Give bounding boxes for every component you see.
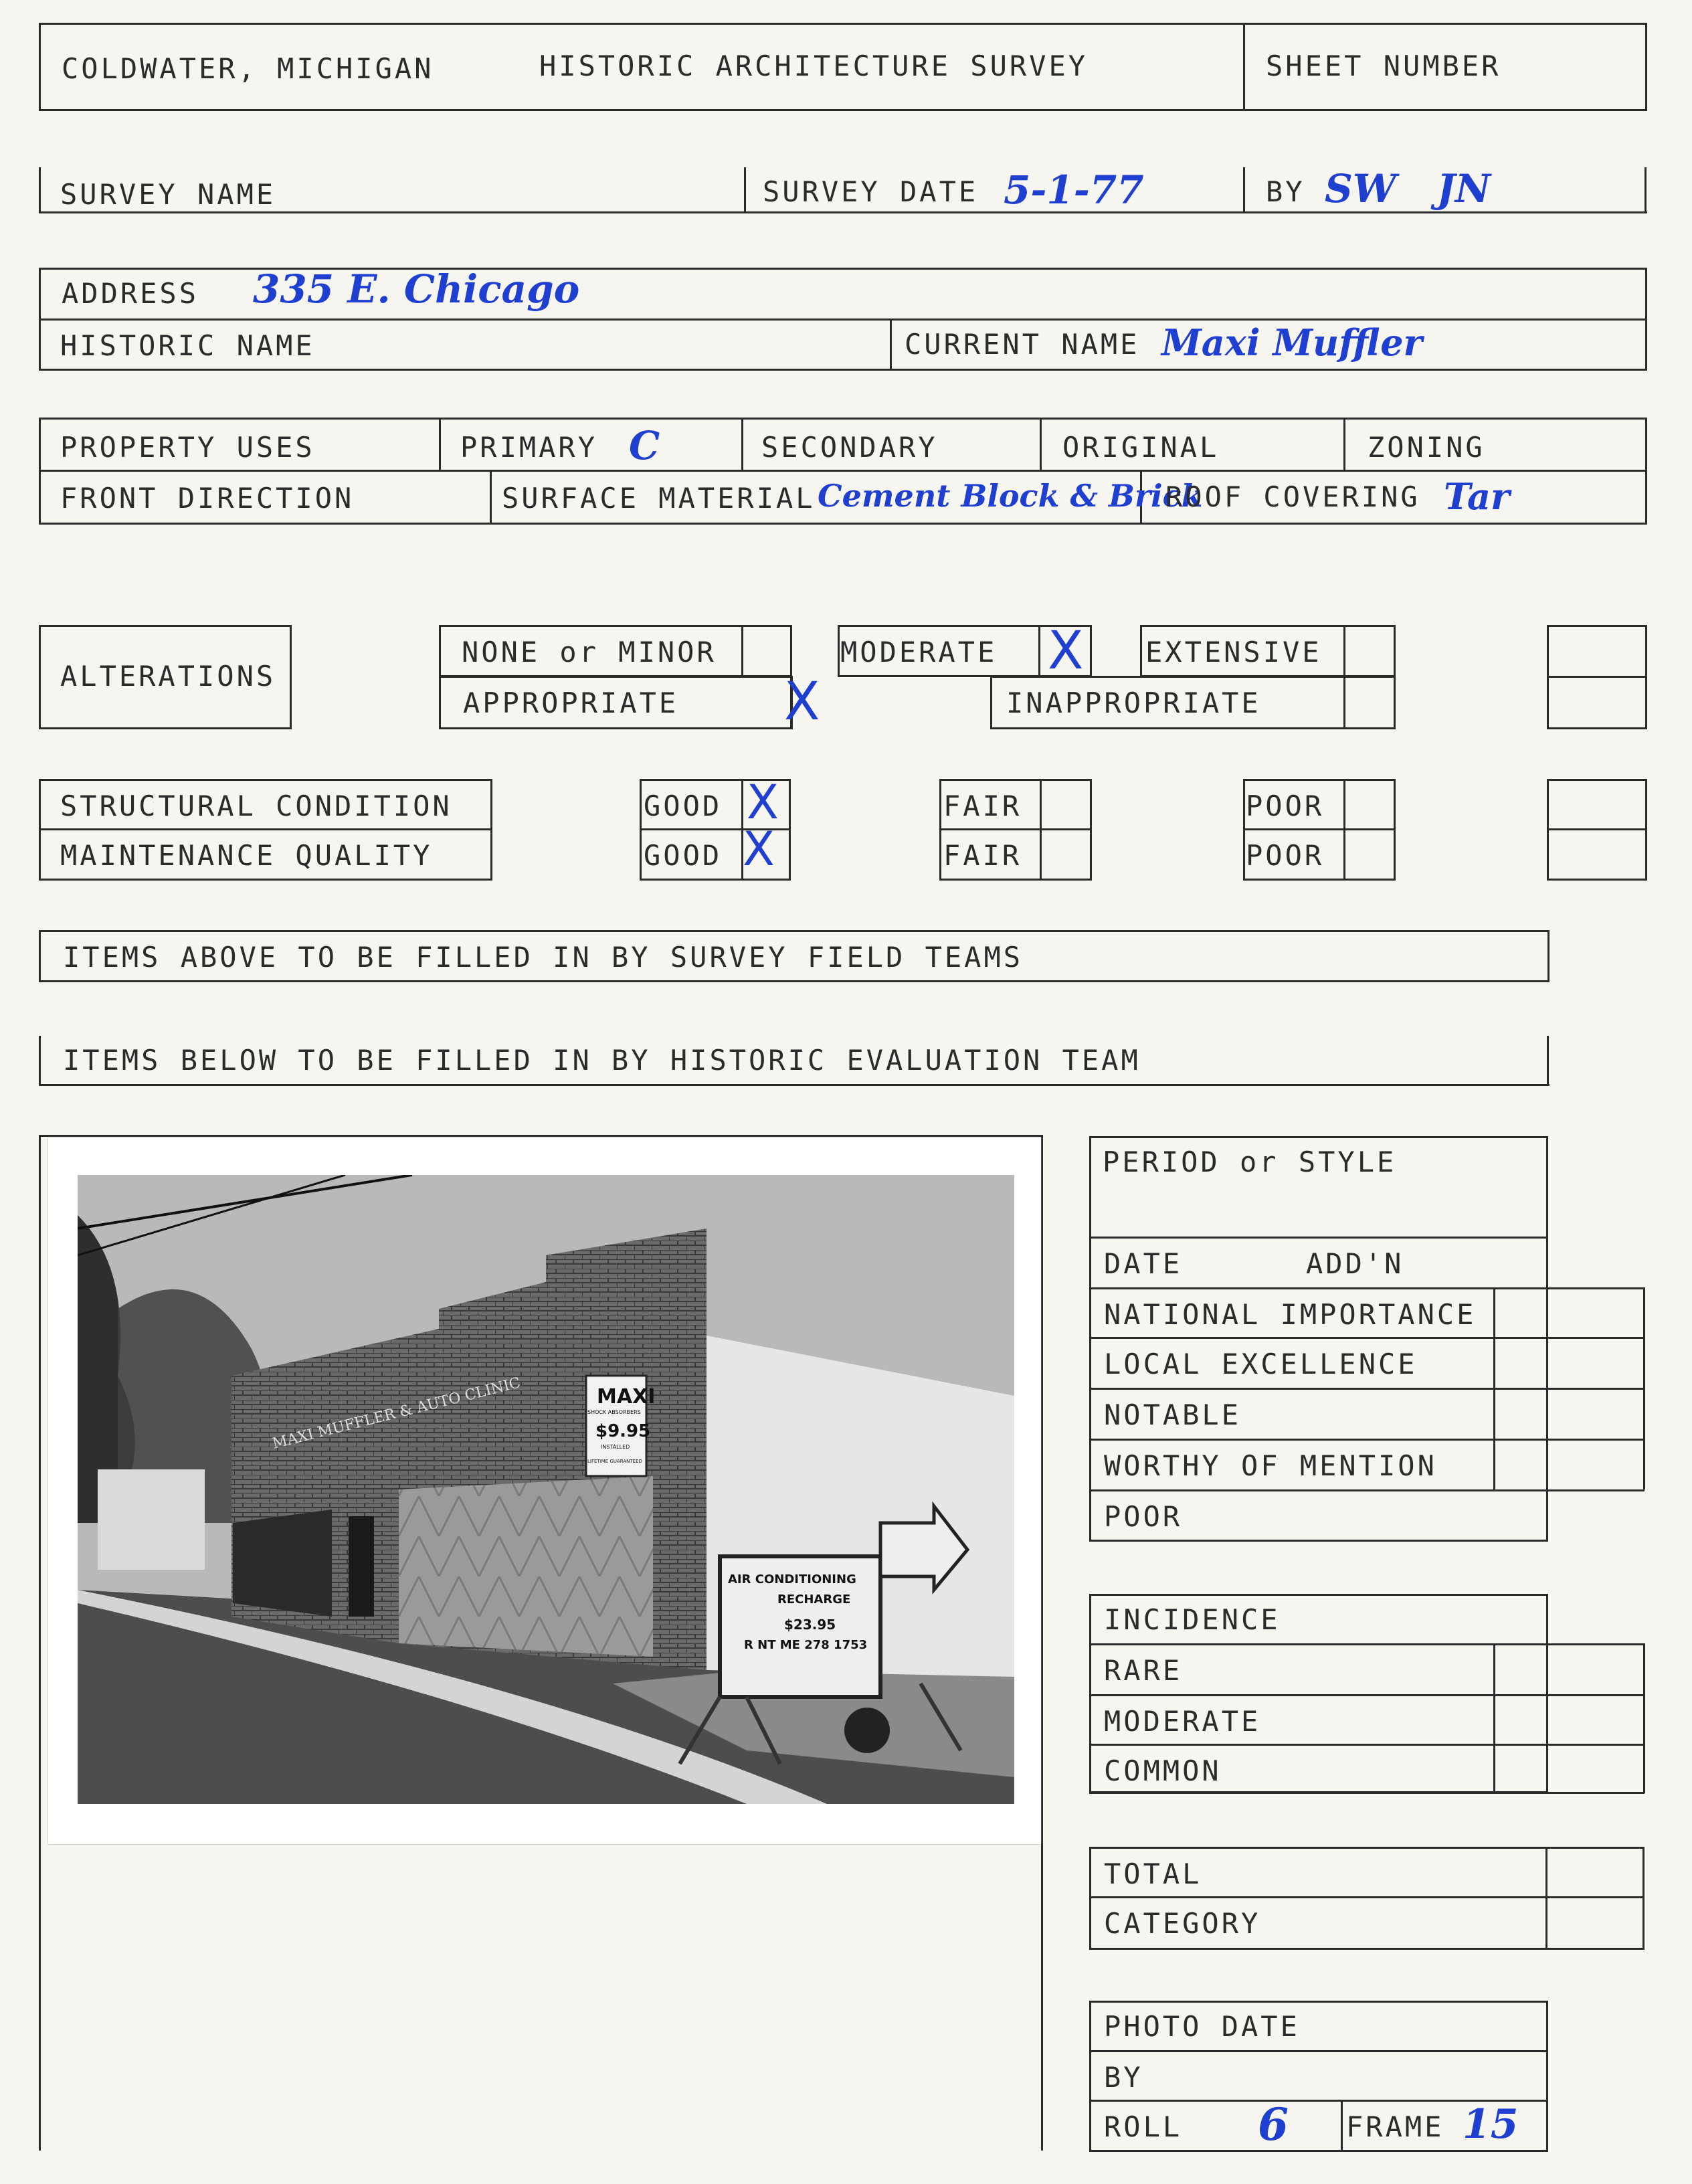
category-label: CATEGORY xyxy=(1104,1907,1261,1940)
roof-covering-label: ROOF COVERING xyxy=(1165,480,1420,513)
maintenance-good: GOOD xyxy=(644,839,723,872)
addn-label: ADD'N xyxy=(1306,1247,1404,1280)
marquee-line-2: RECHARGE xyxy=(777,1592,851,1607)
alt-appropriate-mark: X xyxy=(784,672,820,732)
eval-row-worthy: WORTHY OF MENTION xyxy=(1104,1449,1437,1482)
maintenance-poor: POOR xyxy=(1246,839,1325,872)
maintenance-good-mark: X xyxy=(743,822,775,877)
sheet-number-label: SHEET NUMBER xyxy=(1266,50,1501,82)
poster-foot: LIFETIME GUARANTEED xyxy=(587,1459,642,1464)
frame-value: 15 xyxy=(1463,2101,1519,2148)
poster-title: MAXI xyxy=(597,1385,656,1408)
secondary-label: SECONDARY xyxy=(761,431,938,464)
poster-sub: INSTALLED xyxy=(601,1444,630,1450)
surface-material-value: Cement Block & Brick xyxy=(818,478,1203,514)
original-label: ORIGINAL xyxy=(1062,431,1220,464)
alterations-label: ALTERATIONS xyxy=(60,660,276,693)
roll-value: 6 xyxy=(1258,2098,1289,2151)
structural-good-mark: X xyxy=(747,775,779,830)
marquee-line-4: R NT ME 278 1753 xyxy=(744,1638,868,1652)
primary-value: C xyxy=(629,423,660,468)
alt-none-minor: NONE or MINOR xyxy=(462,636,717,668)
note-below: ITEMS BELOW TO BE FILLED IN BY HISTORIC EVALUATION TEAM xyxy=(63,1044,1141,1077)
structural-condition-label: STRUCTURAL CONDITION xyxy=(60,790,452,822)
survey-by-label: BY xyxy=(1266,175,1305,208)
photo-scene xyxy=(78,1175,1014,1804)
survey-name-label: SURVEY NAME xyxy=(60,178,276,211)
note-above: ITEMS ABOVE TO BE FILLED IN BY SURVEY FIELD TEAMS xyxy=(63,941,1024,974)
historic-name-label: HISTORIC NAME xyxy=(60,329,315,362)
primary-label: PRIMARY xyxy=(460,431,598,464)
alt-appropriate: APPROPRIATE xyxy=(463,687,679,719)
address-label: ADDRESS xyxy=(62,277,199,310)
current-name-label: CURRENT NAME xyxy=(905,328,1140,361)
survey-date-value: 5-1-77 xyxy=(1004,167,1144,213)
photo-date-label: PHOTO DATE xyxy=(1104,2010,1300,2043)
structural-poor: POOR xyxy=(1246,790,1325,822)
survey-by-value: SW JN xyxy=(1325,166,1491,211)
eval-row-national: NATIONAL IMPORTANCE xyxy=(1104,1298,1477,1331)
marquee-line-1: AIR CONDITIONING xyxy=(728,1572,856,1586)
survey-date-label: SURVEY DATE xyxy=(763,175,979,208)
incidence-label: INCIDENCE xyxy=(1104,1603,1281,1636)
structural-fair: FAIR xyxy=(943,790,1022,822)
alt-moderate-mark: X xyxy=(1048,621,1084,681)
alt-inappropriate: INAPPROPRIATE xyxy=(1006,687,1261,719)
poster-line: SHOCK ABSORBERS xyxy=(587,1409,641,1415)
eval-row-notable: NOTABLE xyxy=(1104,1398,1242,1431)
maintenance-fair: FAIR xyxy=(943,839,1022,872)
date-label: DATE xyxy=(1104,1247,1183,1280)
incidence-common: COMMON xyxy=(1104,1754,1222,1787)
header-divider xyxy=(1243,23,1245,111)
zoning-label: ZONING xyxy=(1368,431,1485,464)
current-name-value: Maxi Muffler xyxy=(1161,321,1422,364)
structural-good: GOOD xyxy=(644,790,723,822)
marquee-line-3: $23.95 xyxy=(784,1617,836,1633)
alt-extensive: EXTENSIVE xyxy=(1145,636,1322,668)
front-direction-label: FRONT DIRECTION xyxy=(60,482,355,515)
property-uses-label: PROPERTY USES xyxy=(60,431,315,464)
frame-label: FRAME xyxy=(1346,2110,1444,2143)
eval-row-poor: POOR xyxy=(1104,1500,1183,1533)
surface-material-label: SURFACE MATERIAL xyxy=(502,482,816,515)
incidence-moderate: MODERATE xyxy=(1104,1705,1261,1738)
city-label: COLDWATER, MICHIGAN xyxy=(62,52,434,85)
survey-row-line xyxy=(39,211,1647,213)
total-label: TOTAL xyxy=(1104,1857,1202,1890)
roof-covering-value: Tar xyxy=(1444,475,1510,518)
maintenance-quality-label: MAINTENANCE QUALITY xyxy=(60,839,433,872)
roll-label: ROLL xyxy=(1104,2110,1183,2143)
form-title: HISTORIC ARCHITECTURE SURVEY xyxy=(539,50,1089,82)
photo-by-label: BY xyxy=(1104,2061,1143,2094)
alt-moderate: MODERATE xyxy=(840,636,998,668)
building-sign-text: MAXI MUFFLER & AUTO CLINIC xyxy=(270,1374,523,1453)
incidence-rare: RARE xyxy=(1104,1654,1183,1687)
period-style-label: PERIOD or STYLE xyxy=(1103,1146,1397,1178)
building-photo xyxy=(48,1138,1041,1844)
address-value: 335 E. Chicago xyxy=(253,266,580,312)
eval-row-local: LOCAL EXCELLENCE xyxy=(1104,1348,1418,1380)
poster-price: $9.95 xyxy=(595,1421,651,1441)
